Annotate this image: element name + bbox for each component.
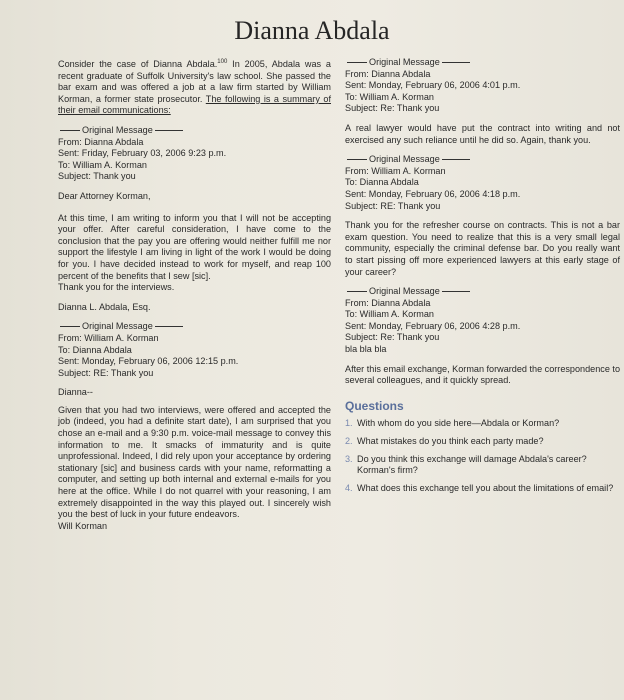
question-text: What mistakes do you think each party made? (357, 436, 544, 447)
email-sent: Sent: Monday, February 06, 2006 4:28 p.m. (345, 320, 521, 331)
email-header-5 (345, 286, 620, 356)
email-salutation: Dianna-- (58, 387, 93, 398)
email-body: bla bla bla (345, 344, 387, 355)
divider (155, 326, 183, 327)
email-to: To: Dianna Abdala (345, 177, 419, 188)
questions-heading: Questions (345, 398, 404, 413)
email-header-4 (345, 154, 620, 212)
original-message-marker: Original Message (82, 125, 153, 135)
email-subject: Subject: RE: Thank you (345, 200, 441, 211)
footnote-marker: 100 (217, 59, 228, 65)
email-sent: Sent: Monday, February 06, 2006 4:01 p.m. (345, 80, 521, 91)
email-header-1 (58, 125, 331, 183)
intro-last-line: The following is a summary of their email communications: (58, 93, 331, 116)
email-to: To: William A. Korman (345, 91, 434, 102)
question-number: 2. (345, 436, 353, 447)
question-number: 4. (345, 482, 353, 493)
email-header-3 (345, 57, 620, 115)
question-text: With whom do you side here—Abdala or Korman? (357, 418, 560, 429)
email-from: From: Dianna Abdala (345, 68, 431, 79)
intro-text-2: In 2005, Abdala was a recent graduate of Suffolk University's law school. She passed the bar exam and was offered a job at a law firm started by William Korman, a former state prosecutor. (58, 59, 331, 104)
question-item (345, 454, 620, 477)
email-subject: Subject: RE: Thank you (58, 367, 154, 378)
email-subject: Subject: Re: Thank you (345, 103, 440, 114)
divider (347, 159, 367, 160)
email-signature: Will Korman (58, 520, 108, 531)
original-message-marker: Original Message (369, 57, 440, 67)
divider (442, 291, 470, 292)
closing-paragraph: After this email exchange, Korman forwarded the correspondence to several colleagues, and it quickly spread. (345, 363, 620, 386)
email-body: Thank you for the refresher course on contracts. This is not a bar exam question. You need to realize that this is a very small legal community, especially the criminal defense bar. Do you really want to start pissing off more experienced lawyers at this early stage of your career? (345, 220, 620, 277)
divider (442, 159, 470, 160)
page-title: Dianna Abdala (234, 16, 390, 45)
intro-text-1: Consider the case of Dianna Abdala. (58, 59, 218, 70)
original-message-marker: Original Message (369, 154, 440, 165)
email-from: From: William A. Korman (345, 165, 446, 176)
email-salutation: Dear Attorney Korman, (58, 190, 151, 201)
divider (60, 326, 80, 327)
question-item (345, 418, 620, 430)
divider (347, 62, 367, 63)
email-body: At this time, I am writing to inform you that I will not be accepting your offer. After careful consideration, I have come to the conclusion that the pay you are offering would neither fulfill me nor support the lifestyle I am living in light of the work I would be doing for you. I have decided instead to work for myself, and reap 100 percent of the benefits that I sew [sic]. (58, 212, 331, 281)
questions-list (345, 418, 620, 494)
divider (155, 130, 183, 131)
question-number: 3. (345, 453, 353, 464)
question-text: Do you think this exchange will damage Abdala's career? Korman's firm? (357, 453, 587, 476)
email-to: To: William A. Korman (58, 159, 147, 170)
email-sent: Sent: Monday, February 06, 2006 4:18 p.m. (345, 188, 521, 199)
email-sent: Sent: Friday, February 03, 2006 9:23 p.m. (58, 148, 227, 159)
original-message-marker: Original Message (82, 321, 153, 332)
email-thanks: Thank you for the interviews. (58, 282, 175, 293)
divider (442, 62, 470, 63)
email-from: From: William A. Korman (58, 332, 159, 343)
email-subject: Subject: Re: Thank you (345, 332, 440, 343)
divider (347, 291, 367, 292)
question-text: What does this exchange tell you about the limitations of email? (357, 482, 614, 493)
left-column (58, 57, 331, 540)
email-to: To: Dianna Abdala (58, 344, 132, 355)
original-message-marker: Original Message (369, 286, 440, 297)
email-header-2 (58, 321, 331, 379)
right-column (345, 57, 620, 500)
question-item (345, 436, 620, 448)
email-from: From: Dianna Abdala (58, 136, 144, 147)
intro-paragraph (58, 57, 331, 117)
email-body: A real lawyer would have put the contract into writing and not exercised any such reliance until he did so. Again, thank you. (345, 122, 620, 145)
divider (60, 130, 80, 131)
email-to: To: William A. Korman (345, 309, 434, 320)
email-body: Given that you had two interviews, were offered and accepted the job (indeed, you had a definite start date), I am surprised that you chose an e-mail and a 9:30 p.m. voice-mail message to convey this information to me. It smacks of immaturity and is quite unprofessional. Indeed, I did rely upon your acceptance by ordering stationary [sic] and business cards with your name, reformatting a computer, and setting up both internal and external e-mails for you here at the office. While I do not quarrel with your reasoning, I am extremely disappointed in the way this played out. I sincerely wish you the best of luck in your future endeavors. (58, 404, 331, 520)
email-sent: Sent: Monday, February 06, 2006 12:15 p.m. (58, 356, 239, 367)
question-item (345, 483, 620, 495)
email-signature: Dianna L. Abdala, Esq. (58, 301, 151, 312)
question-number: 1. (345, 418, 353, 429)
email-from: From: Dianna Abdala (345, 297, 431, 308)
email-subject: Subject: Thank you (58, 171, 136, 182)
